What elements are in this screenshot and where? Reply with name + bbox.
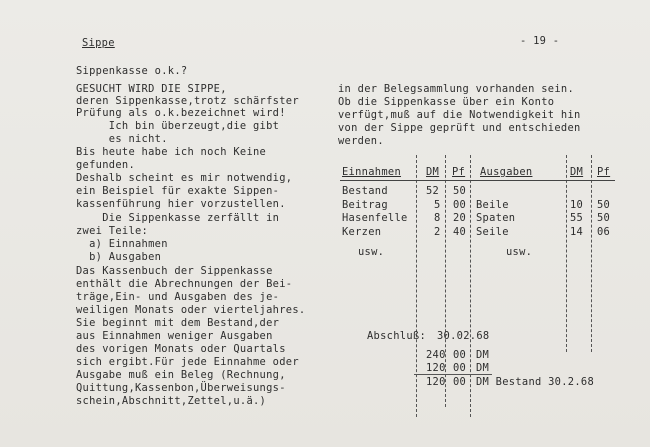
text-line: Sie beginnt mit dem Bestand,der [76, 317, 280, 329]
text-line: Sippenkasse o.k.? [76, 65, 188, 77]
text-line: sich ergibt.Für jede Einnahme oder [76, 356, 299, 368]
abschluss-label: Abschluß: [367, 330, 427, 342]
text-line: a) Einnahmen [76, 238, 168, 250]
expense-label: Seile [476, 226, 509, 238]
usw-income: usw. [358, 246, 385, 258]
text-line: deren Sippenkasse,trotz schärfster [76, 95, 299, 107]
income-label: Hasenfelle [342, 212, 408, 224]
text-line: zwei Teile: [76, 225, 149, 237]
text-line: Bis heute habe ich noch Keine [76, 146, 267, 158]
ledger-column-rule [470, 155, 471, 417]
ledger-header-dm: DM [426, 166, 440, 178]
text-line: Ausgabe muß ein Beleg (Rechnung, [76, 369, 286, 381]
total-unit: DM [476, 362, 490, 374]
total-pf: 00 [453, 376, 467, 388]
income-pf: 00 [453, 199, 467, 211]
income-label: Kerzen [342, 226, 382, 238]
income-pf: 40 [453, 226, 467, 238]
text-line: in der Belegsammlung vorhanden sein. [338, 83, 575, 95]
expense-dm: 55 [570, 212, 584, 224]
page-number: - 19 - [520, 35, 560, 47]
text-line: verfügt,muß auf die Notwendigkeit hin [338, 109, 581, 121]
text-line: es nicht. [76, 133, 168, 145]
expense-label: Spaten [476, 212, 516, 224]
text-line: gefunden. [76, 159, 136, 171]
ledger-column-rule [591, 155, 592, 352]
income-dm: 52 [426, 185, 440, 197]
income-label: Bestand [342, 185, 388, 197]
total-dm: 240 [426, 349, 446, 361]
total-pf: 00 [453, 349, 467, 361]
ledger-column-rule [416, 155, 417, 417]
text-line: werden. [338, 135, 384, 147]
text-line: b) Ausgaben [76, 251, 162, 263]
ledger-header-pf: Pf [452, 166, 466, 178]
ledger-header-rule [340, 180, 615, 181]
text-line: von der Sippe geprüft und entschieden [338, 122, 581, 134]
income-dm: 5 [434, 199, 441, 211]
expense-pf: 50 [597, 212, 611, 224]
abschluss-date: 30.02.68 [437, 330, 490, 342]
text-line: Prüfung als o.k.bezeichnet wird! [76, 107, 286, 119]
sum-rule [414, 374, 492, 375]
expense-dm: 14 [570, 226, 584, 238]
ledger-header-expenses: Ausgaben [480, 166, 533, 178]
text-line: schein,Abschnitt,Zettel,u.ä.) [76, 395, 267, 407]
income-dm: 8 [434, 212, 441, 224]
expense-pf: 06 [597, 226, 611, 238]
section-title: Sippe [82, 37, 115, 49]
expense-dm: 10 [570, 199, 584, 211]
income-dm: 2 [434, 226, 441, 238]
text-line: Die Sippenkasse zerfällt in [76, 212, 280, 224]
text-line: ein Beispiel für exakte Sippen- [76, 185, 280, 197]
total-dm: 120 [426, 376, 446, 388]
text-line: Ich bin überzeugt,die gibt [76, 120, 280, 132]
text-line: Ob die Sippenkasse über ein Konto [338, 96, 555, 108]
income-label: Beitrag [342, 199, 388, 211]
ledger-header-income: Einnahmen [342, 166, 402, 178]
usw-expenses: usw. [506, 246, 533, 258]
total-pf: 00 [453, 362, 467, 374]
text-line: des vorigen Monats oder Quartals [76, 343, 286, 355]
total-dm: 120 [426, 362, 446, 374]
text-line: aus Einnahmen weniger Ausgaben [76, 330, 273, 342]
ledger-column-rule [566, 155, 567, 352]
income-pf: 20 [453, 212, 467, 224]
text-line: GESUCHT WIRD DIE SIPPE, [76, 83, 227, 95]
text-line: weiligen Monats oder vierteljahres. [76, 304, 306, 316]
income-pf: 50 [453, 185, 467, 197]
text-line: kassenführung hier vorzustellen. [76, 198, 286, 210]
text-line: Quittung,Kassenbon,Überweisungs- [76, 382, 286, 394]
text-line: Deshalb scheint es mir notwendig, [76, 172, 293, 184]
total-unit: DM Bestand 30.2.68 [476, 376, 595, 388]
total-unit: DM [476, 349, 490, 361]
text-line: Das Kassenbuch der Sippenkasse [76, 265, 273, 277]
ledger-header-pf: Pf [597, 166, 611, 178]
expense-pf: 50 [597, 199, 611, 211]
text-line: enthält die Abrechnungen der Bei- [76, 278, 293, 290]
expense-label: Beile [476, 199, 509, 211]
text-line: träge,Ein- und Ausgaben des je- [76, 291, 280, 303]
ledger-header-dm: DM [570, 166, 584, 178]
